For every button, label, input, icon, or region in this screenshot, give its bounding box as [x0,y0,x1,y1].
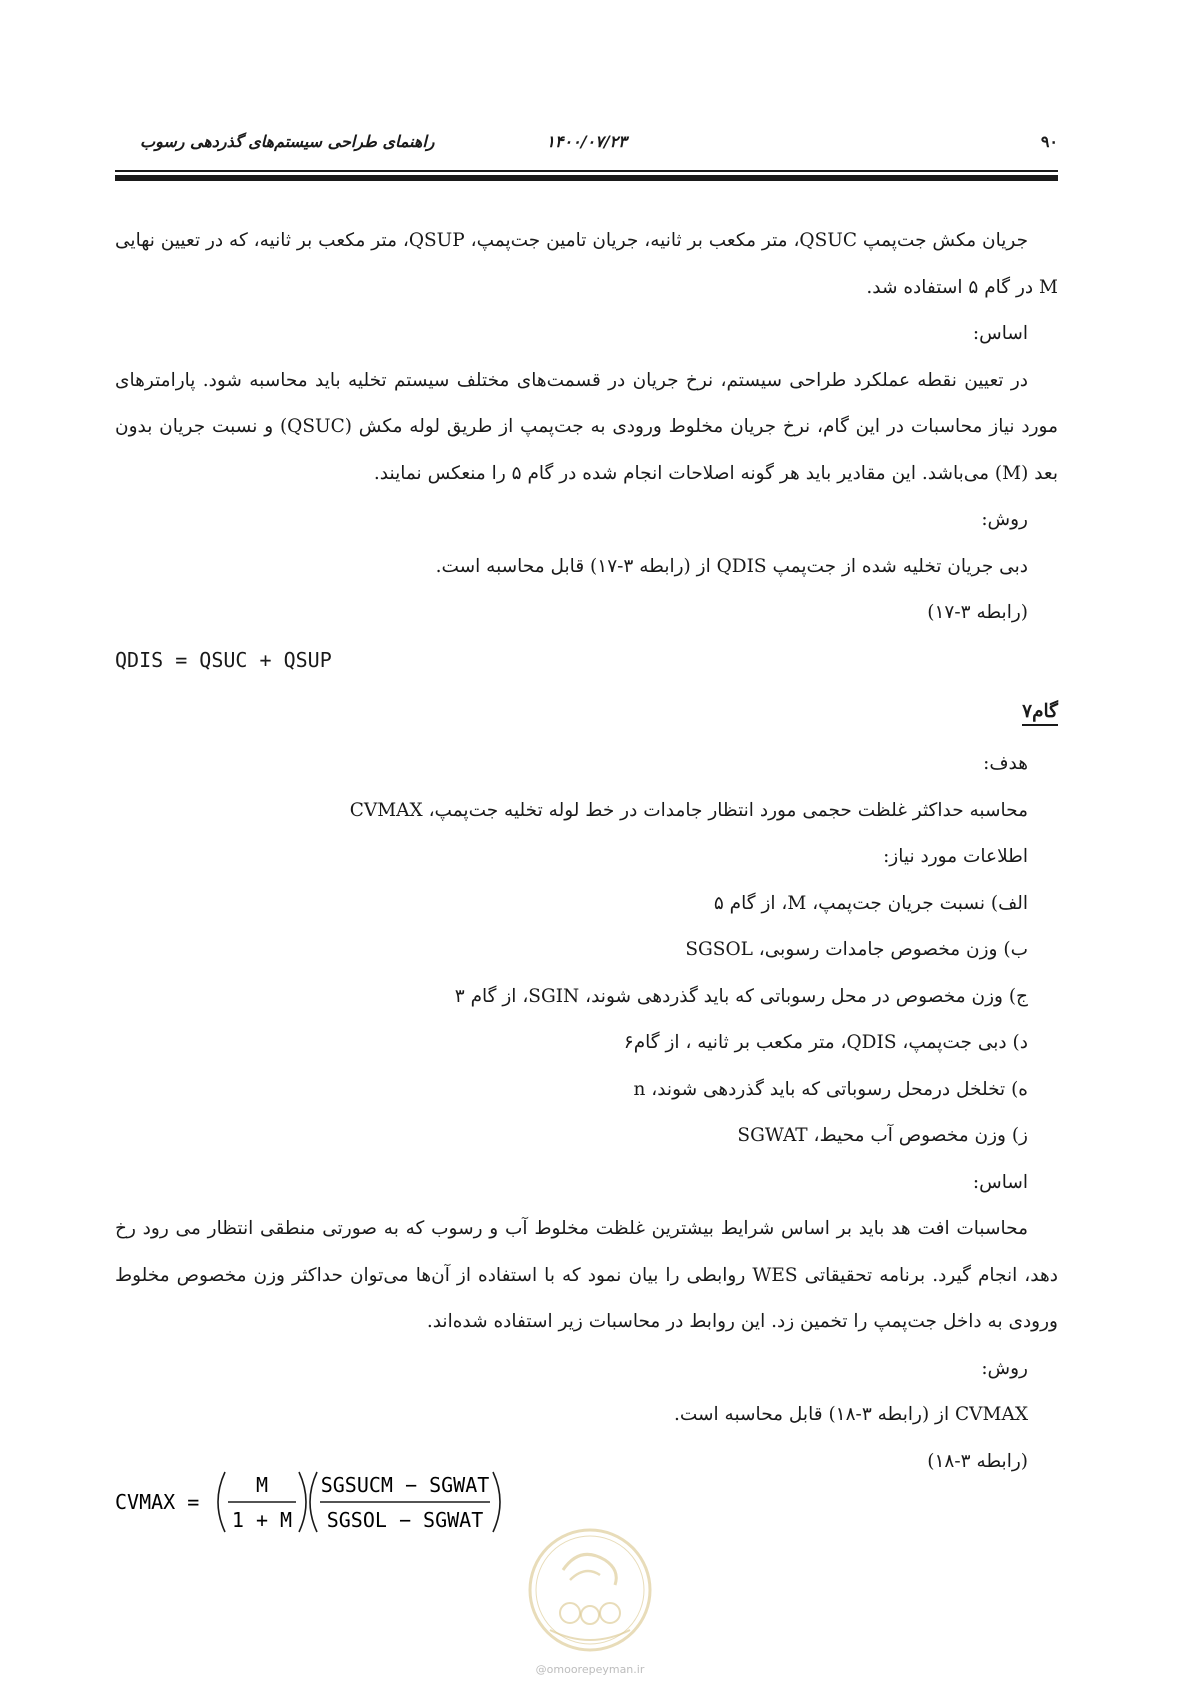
paragraph-headloss: محاسبات افت هد باید بر اساس شرایط بیشترین غلظت مخلوط آب و رسوب که به صورتی منطقی انتظار می رود رخ دهد، انجام گیرد. برنامه تحقیقاتی WES روابطی را بیان نمود که با استفاده از آن‌ها می‌توان حداکثر وزن مخصوص مخلوط ورودی به داخل جت‌پمپ را تخمین زد. این روابط در محاسبات زیر استفاده شده‌اند. [115,1218,1058,1332]
equation-reference-2: (رابطه ۳-۱۸) [927,1450,1028,1472]
watermark-url: @omoorepeyman.ir [535,1663,645,1676]
frac2-numerator: SGSUCM − SGWAT [320,1473,490,1497]
list-item: الف) نسبت جریان جت‌پمپ، M، از گام ۵ [713,892,1028,914]
paragraph-qdis: دبی جریان تخلیه شده از جت‌پمپ QDIS از (رابطه ۳-۱۷) قابل محاسبه است. [435,555,1028,577]
frac1-numerator: M [255,1473,269,1497]
paren-close-2 [493,1472,500,1532]
frac1-denominator: 1 + M [231,1508,293,1532]
page-number: ۹۰ [1040,132,1058,151]
page-content [115,218,1058,1485]
goal-text: محاسبه حداکثر غلظت حجمی مورد انتظار جامدات در خط لوله تخلیه جت‌پمپ، CVMAX [349,799,1028,821]
goal-label: هدف: [983,753,1028,774]
paren-open-1 [218,1472,225,1532]
paren-close-1 [299,1472,306,1532]
paragraph-cvmax: CVMAX از (رابطه ۳-۱۸) قابل محاسبه است. [673,1404,1028,1425]
list-item: ز) وزن مخصوص آب محیط، SGWAT [737,1125,1028,1146]
page-header [115,122,1058,164]
method-label: روش: [981,509,1028,530]
list-item: ب) وزن مخصوص جامدات رسوبی، SGSOL [685,939,1028,960]
step-heading [115,683,1058,741]
info-label: اطلاعات مورد نیاز: [883,846,1028,867]
paragraph-qsuc: جریان مکش جت‌پمپ QSUC، متر مکعب بر ثانیه، جریان تامین جت‌پمپ، QSUP، متر مکعب بر ثانیه، که در تعیین نهایی M در گام ۵ استفاده شد. [115,230,1058,298]
list-item: ه) تخلخل درمحل رسوباتی که باید گذردهی شوند، n [633,1078,1028,1100]
method-label-2: روش: [981,1357,1028,1379]
header-title: راهنمای طراحی سیستم‌های گذردهی رسوب [140,132,435,151]
basis-label-2: اساس: [972,1171,1028,1193]
watermark-seal [525,1525,655,1680]
paragraph-basis: در تعیین نقطه عملکرد طراحی سیستم، نرخ جریان در قسمت‌های مختلف سیستم تخلیه باید محاسبه شود. پارامترهای مورد نیاز محاسبات در این گام، نرخ جریان مخلوط ورودی به جت‌پمپ از طریق لوله مکش (QSUC) و نسبت جریان بدون بعد (M) می‌باشد. این مقادیر باید هر گونه اصلاحات انجام شده در گام ۵ را منعکس نمایند. [115,369,1058,484]
list-item: ج) وزن مخصوص در محل رسوباتی که باید گذردهی شوند، SGIN، از گام ۳ [454,985,1028,1007]
equation-qdis: QDIS = QSUC + QSUP [115,647,332,672]
header-date: ۱۴۰۰/۰۷/۲۳ [546,132,627,151]
formula-lhs: CVMAX = [115,1490,200,1514]
step-heading-text: گام۷ [1022,701,1058,726]
list-item: د) دبی جت‌پمپ، QDIS، متر مکعب بر ثانیه ، از گام۶ [623,1032,1028,1053]
paren-open-2 [310,1472,317,1532]
frac2-denominator: SGSOL − SGWAT [326,1508,484,1532]
basis-label: اساس: [972,323,1028,344]
equation-reference: (رابطه ۳-۱۷) [927,602,1028,623]
header-rule-thick [115,175,1058,181]
equation-cvmax [115,1466,555,1536]
header-rule-thin [115,170,1058,172]
